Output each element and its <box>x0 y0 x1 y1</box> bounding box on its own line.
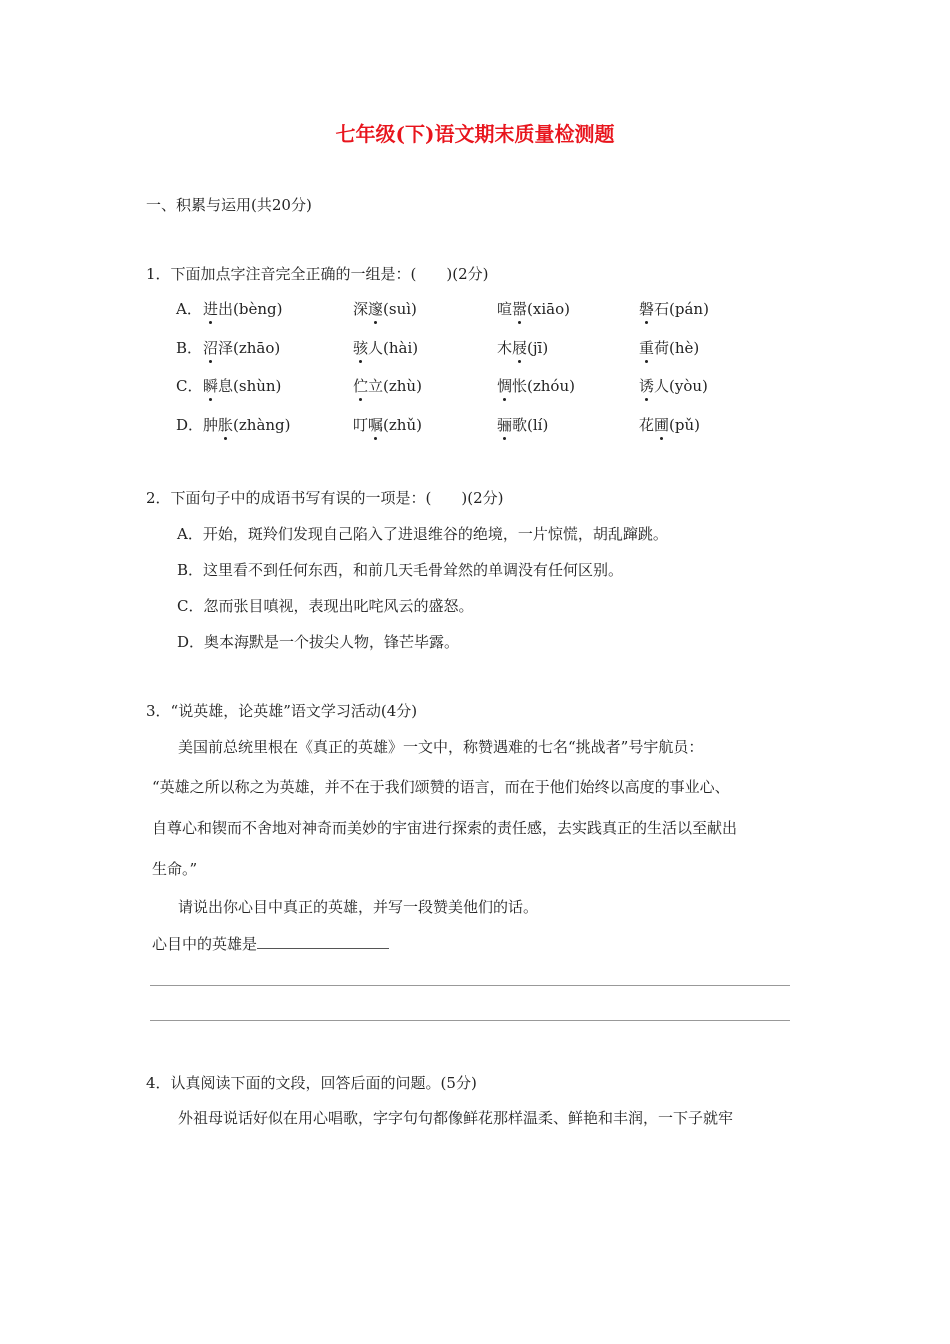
dotted-character: 嘱 <box>368 416 384 434</box>
word-suffix-pinyin: (zhàng) <box>233 416 291 434</box>
question-3-paragraph-3: 自尊心和锲而不舍地对神奇而美妙的宇宙进行探索的责任感，去实践真正的生活以至献出 <box>152 819 738 837</box>
question-4-paragraph-1: 外祖母说话好似在用心唱歌，字字句句都像鲜花那样温柔、鲜艳和丰润，一下子就牢 <box>178 1109 734 1127</box>
word-suffix-pinyin: (pǔ) <box>669 416 700 434</box>
word-prefix: 喧 <box>497 300 513 318</box>
pinyin-item <box>639 298 709 319</box>
question-3-prompt: 请说出你心目中真正的英雄，并写一段赞美他们的话。 <box>178 898 539 916</box>
option-letter: C． <box>176 377 203 395</box>
dotted-character: 惆 <box>497 377 513 395</box>
dotted-character: 伫 <box>353 377 369 395</box>
page-title: 七年级(下)语文期末质量检测题 <box>335 122 615 146</box>
word-suffix-pinyin: 人(hài) <box>368 339 419 357</box>
pinyin-item <box>639 375 708 396</box>
question-3-stem: 3．“说英雄，论英雄”语文学习活动(4分) <box>146 702 418 720</box>
pinyin-item <box>639 414 700 435</box>
answer-line-2[interactable] <box>150 1020 790 1021</box>
question-1-stem: 1．下面加点字注音完全正确的一组是：( )(2分) <box>146 265 489 283</box>
question-3-paragraph-2: “英雄之所以称之为英雄，并不在于我们颂赞的语言，而在于他们始终以高度的事业心、 <box>152 778 730 796</box>
dotted-character: 进 <box>203 300 219 318</box>
question-2-option-b: B．这里看不到任何东西，和前几天毛骨耸然的单调没有任何区别。 <box>177 561 624 579</box>
pinyin-item <box>497 298 570 319</box>
option-letter: B． <box>176 339 203 357</box>
dotted-character: 瞬 <box>203 377 219 395</box>
dotted-character: 邃 <box>368 300 384 318</box>
pinyin-item <box>497 375 575 396</box>
hero-name-blank[interactable] <box>257 932 389 949</box>
pinyin-item <box>203 337 280 358</box>
question-2-option-c: C．忽而张目嗔视，表现出叱咤风云的盛怒。 <box>177 597 474 615</box>
question-2-option-d: D．奥本海默是一个拔尖人物，锋芒毕露。 <box>177 633 460 651</box>
pinyin-item <box>203 375 281 396</box>
pinyin-item <box>639 337 699 358</box>
word-suffix-pinyin: (zhǔ) <box>383 416 422 434</box>
option-letter: D． <box>176 416 204 434</box>
word-suffix-pinyin: 歌(lí) <box>512 416 549 434</box>
word-suffix-pinyin: 立(zhù) <box>368 377 422 395</box>
dotted-character: 胀 <box>218 416 234 434</box>
word-suffix-pinyin: 石(pán) <box>654 300 709 318</box>
pinyin-item <box>497 337 548 358</box>
question-3-paragraph-1: 美国前总统里根在《真正的英雄》一文中，称赞遇难的七名“挑战者”号宇航员： <box>178 738 704 756</box>
dotted-character: 诱 <box>639 377 655 395</box>
dotted-character: 圃 <box>654 416 670 434</box>
dotted-character: 重 <box>639 339 655 357</box>
question-2-option-a: A．开始，斑羚们发现自己陷入了进退维谷的绝境，一片惊慌，胡乱蹿跳。 <box>177 525 668 543</box>
dotted-character: 沼 <box>203 339 219 357</box>
question-3-blank-label: 心目中的英雄是 <box>152 935 258 953</box>
word-suffix-pinyin: (jī) <box>527 339 549 357</box>
word-suffix-pinyin: (xiāo) <box>527 300 570 318</box>
question-1-option-c <box>176 375 876 399</box>
word-prefix: 木 <box>497 339 513 357</box>
word-prefix: 肿 <box>203 416 219 434</box>
dotted-character: 嚣 <box>512 300 528 318</box>
word-prefix: 深 <box>353 300 369 318</box>
pinyin-item <box>353 414 422 435</box>
dotted-character: 磐 <box>639 300 655 318</box>
question-3-blank-row <box>152 932 389 954</box>
word-suffix-pinyin: 怅(zhóu) <box>512 377 575 395</box>
word-prefix: 花 <box>639 416 655 434</box>
question-1-option-a <box>176 298 876 322</box>
question-4-stem: 4．认真阅读下面的文段，回答后面的问题。(5分) <box>146 1074 477 1092</box>
pinyin-item <box>497 414 548 435</box>
dotted-character: 骇 <box>353 339 369 357</box>
pinyin-item <box>353 375 422 396</box>
question-2-stem: 2．下面句子中的成语书写有误的一项是：( )(2分) <box>146 489 504 507</box>
word-suffix-pinyin: 息(shùn) <box>218 377 282 395</box>
option-letter: A． <box>176 300 202 318</box>
pinyin-item <box>353 337 418 358</box>
word-prefix: 叮 <box>353 416 369 434</box>
word-suffix-pinyin: 出(bèng) <box>218 300 283 318</box>
pinyin-item <box>353 298 417 319</box>
word-suffix-pinyin: 泽(zhāo) <box>218 339 281 357</box>
word-suffix-pinyin: 荷(hè) <box>654 339 700 357</box>
question-1-option-d <box>176 414 876 438</box>
section-heading: 一、积累与运用(共20分) <box>146 196 312 214</box>
pinyin-item <box>203 414 291 435</box>
question-3-paragraph-4: 生命。” <box>152 860 198 878</box>
dotted-character: 骊 <box>497 416 513 434</box>
dotted-character: 屐 <box>512 339 528 357</box>
word-suffix-pinyin: 人(yòu) <box>654 377 708 395</box>
pinyin-item <box>203 298 282 319</box>
answer-line-1[interactable] <box>150 985 790 986</box>
question-1-option-b <box>176 337 876 361</box>
word-suffix-pinyin: (suì) <box>383 300 417 318</box>
